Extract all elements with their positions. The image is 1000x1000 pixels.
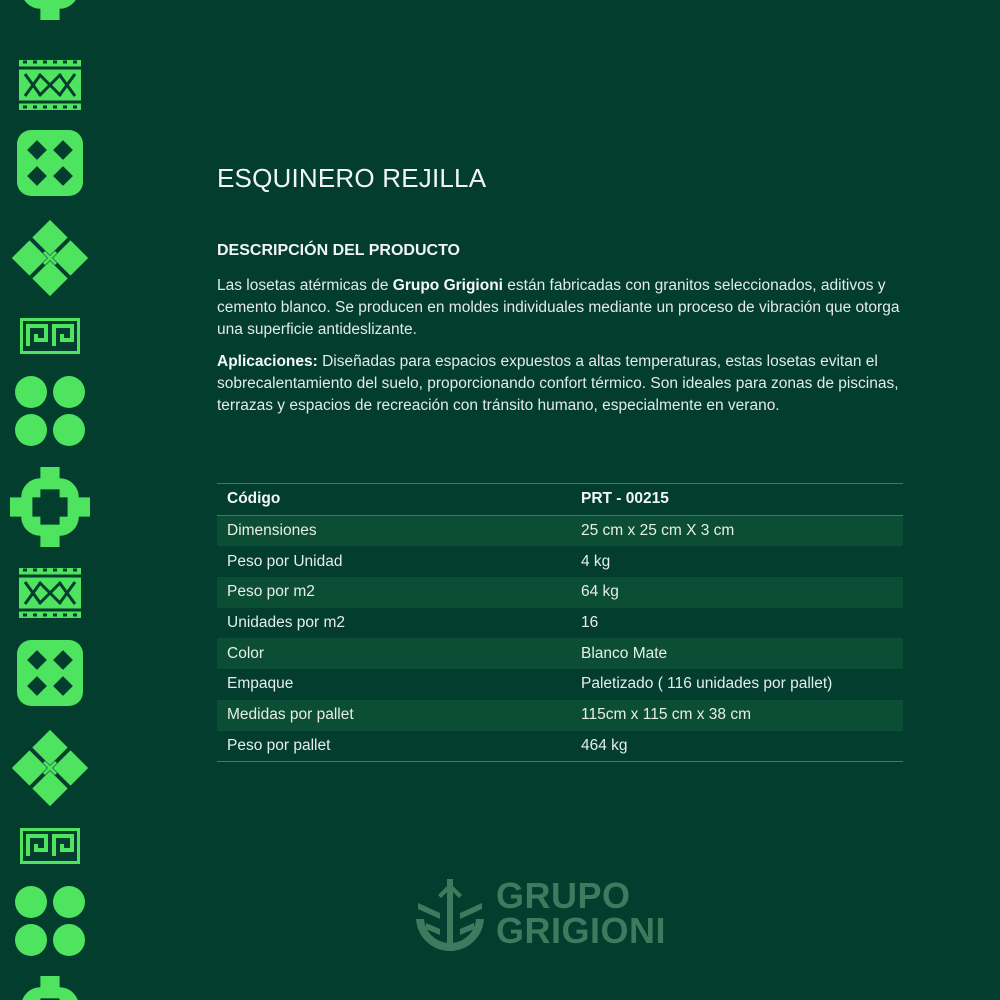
table-row	[217, 546, 903, 577]
logo-line-1: GRUPO	[496, 875, 631, 916]
applications-body: Diseñadas para espacios expuestos a altas temperaturas, estas losetas evitan el sobrecalentamiento del suelo, proporcionando confort térmico. Son ideales para zonas de piscinas, terrazas y espacios de recreación con tránsito humano, especialmente en verano.	[217, 353, 899, 414]
table-row	[217, 731, 903, 762]
spec-value: Blanco Mate	[571, 638, 903, 669]
header-value-cell: PRT - 00215	[571, 484, 903, 516]
description-heading: DESCRIPCIÓN DEL PRODUCTO	[217, 242, 460, 259]
woven-tile-icon	[19, 568, 81, 618]
spec-label: Peso por m2	[217, 577, 571, 608]
cross-tile-icon	[10, 467, 90, 547]
page-title: ESQUINERO REJILLA	[217, 163, 487, 193]
lattice-tile-icon	[17, 130, 83, 196]
header-label-cell: Código	[217, 484, 571, 516]
spec-value: 25 cm x 25 cm X 3 cm	[571, 515, 903, 546]
spec-label: Empaque	[227, 675, 294, 693]
logo-mark-icon	[414, 879, 486, 951]
lattice-tile-icon	[17, 640, 83, 706]
description-body: están fabricadas con granitos seleccionados, aditivos y cemento blanco. Se producen en moldes individuales mediante un proceso de vibración que otorga una superficie antideslizante.	[217, 277, 900, 338]
decorative-tile-strip	[0, 0, 100, 1000]
logo-wordmark	[496, 875, 667, 951]
greek-key-tile-icon	[22, 320, 79, 353]
logo-line-2: GRIGIONI	[496, 910, 667, 951]
table-header-row	[217, 484, 903, 516]
woven-tile-icon	[19, 60, 81, 110]
spec-label: Unidades por m2	[227, 614, 346, 632]
table-row	[217, 515, 903, 546]
four-circles-tile-icon	[15, 376, 85, 446]
table-row	[217, 577, 903, 608]
brand-name: Grupo Grigioni	[392, 277, 503, 294]
spec-value: 64 kg	[571, 577, 903, 608]
four-circles-tile-icon	[15, 886, 85, 956]
description-prefix: Las losetas atérmicas de	[217, 277, 393, 294]
spec-label: Peso por pallet	[227, 736, 331, 754]
spec-value: 4 kg	[581, 552, 611, 570]
diamond-tile-icon	[12, 730, 88, 806]
spec-value: 16	[581, 614, 599, 632]
greek-key-tile-icon	[22, 830, 79, 863]
applications-label: Aplicaciones:	[217, 353, 318, 370]
spec-value: Paletizado ( 116 unidades por pallet)	[581, 675, 833, 693]
applications-paragraph	[217, 351, 903, 417]
spec-value: 115cm x 115 cm x 38 cm	[571, 700, 903, 731]
table-row	[217, 608, 903, 639]
brand-logo	[414, 876, 674, 956]
table-row	[217, 700, 903, 731]
spec-label: Peso por Unidad	[227, 552, 343, 570]
description-paragraph	[217, 275, 903, 341]
specs-table	[217, 483, 903, 762]
spec-value: 464 kg	[581, 736, 628, 754]
cross-tile-icon	[10, 0, 90, 20]
table-row	[217, 669, 903, 700]
cross-tile-icon	[10, 976, 90, 1000]
diamond-tile-icon	[12, 220, 88, 296]
table-row	[217, 638, 903, 669]
spec-label: Dimensiones	[217, 515, 571, 546]
spec-label: Medidas por pallet	[217, 700, 571, 731]
spec-label: Color	[217, 638, 571, 669]
